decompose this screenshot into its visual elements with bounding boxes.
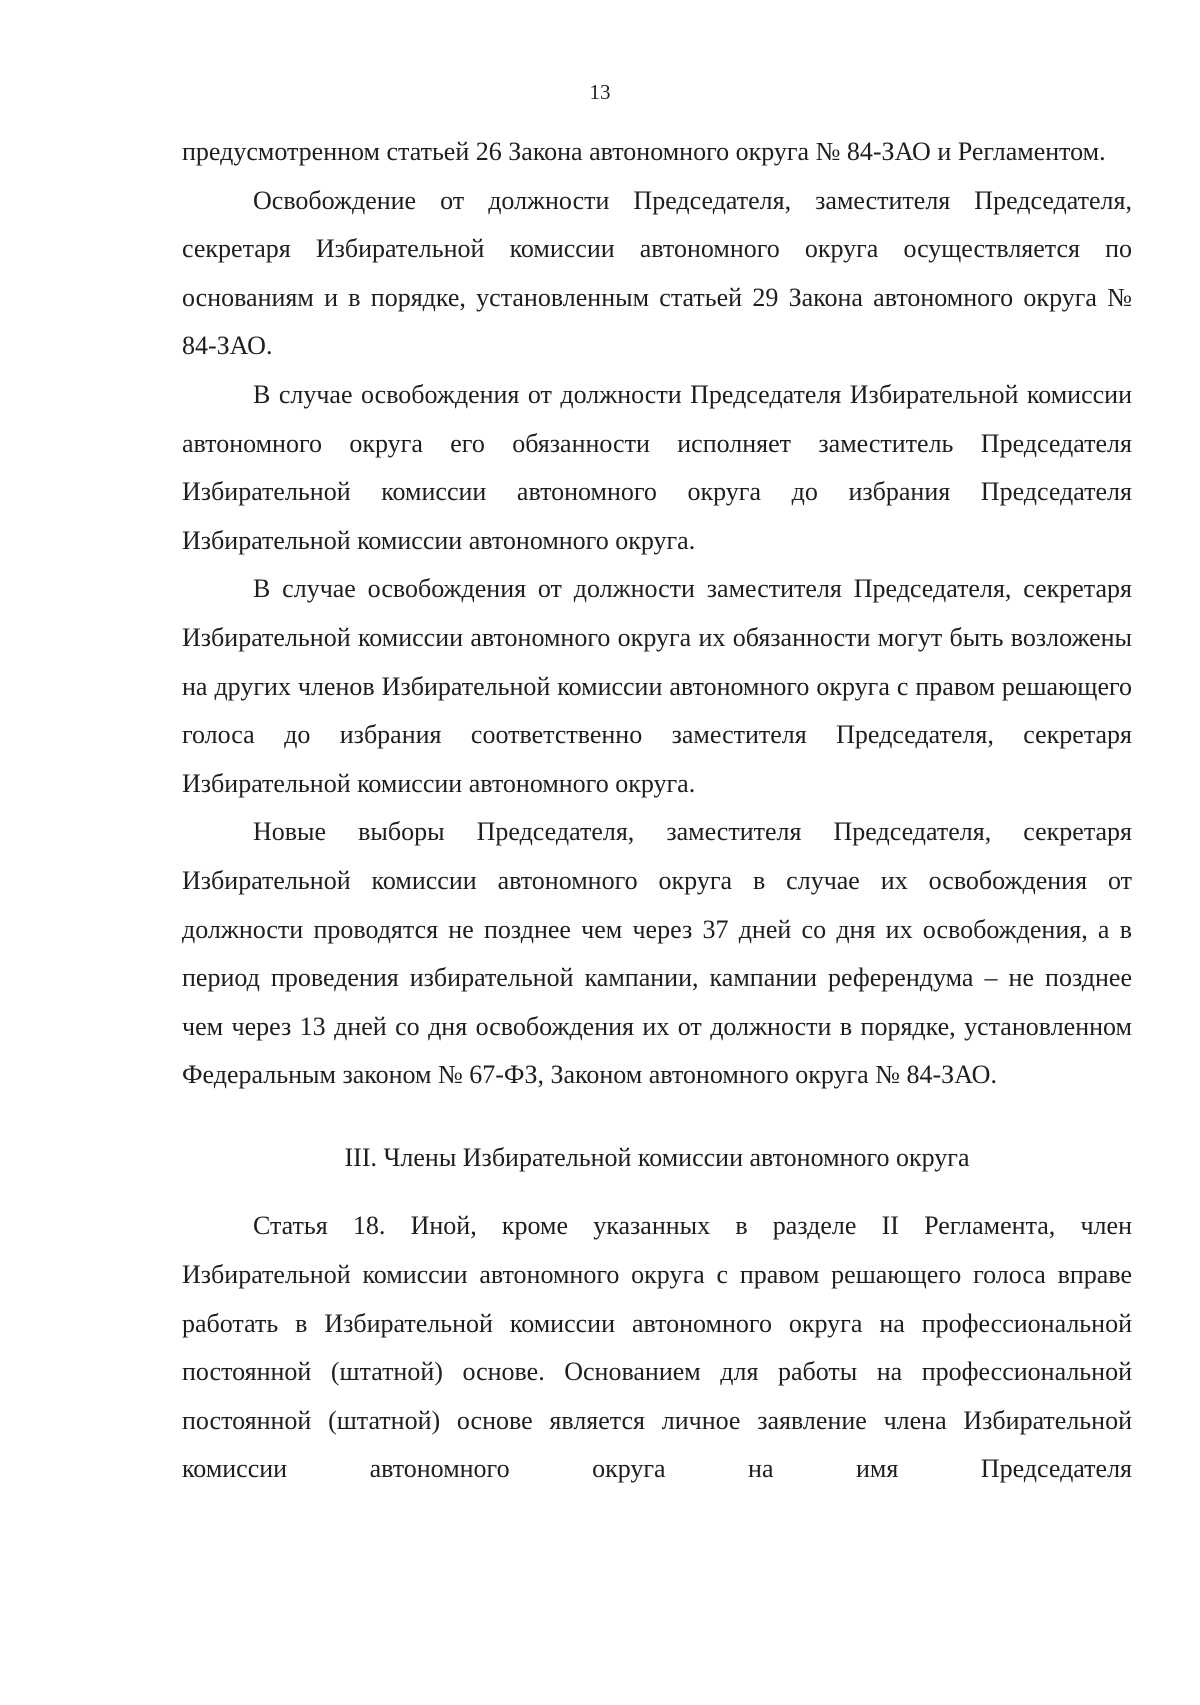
paragraph-deputy-dismissal: В случае освобождения от должности заместителя Председателя, секретаря Избирательной комиссии автономного округа их обязанности могут быть возложены на других членов Избирательной комиссии автономного округа с правом решающего голоса до избрания соответственно заместителя Председателя, секретаря Избирательной комиссии автономного округа. — [182, 574, 1132, 798]
paragraph-dismissal-grounds: Освобождение от должности Председателя, заместителя Председателя, секретаря Избирательной комиссии автономного округа осуществляется по основаниям и в порядке, установленным статьей 29 Закона автономного округа № 84-ЗАО. — [182, 185, 1132, 361]
document-body — [182, 128, 1132, 1494]
page-number: 13 — [589, 80, 611, 104]
paragraph-article-18: Статья 18. Иной, кроме указанных в разделе II Регламента, член Избирательной комиссии автономного округа с правом решающего голоса вправе работать в Избирательной комиссии автономного округа на профессиональной постоянной (штатной) основе. Основанием для работы на профессиональной постоянной (штатной) основе является личное заявление члена Избирательной комиссии автономного округа на имя Председателя — [182, 1211, 1132, 1484]
paragraph-chairman-dismissal: В случае освобождения от должности Председателя Избирательной комиссии автономного округа его обязанности исполняет заместитель Председателя Избирательной комиссии автономного округа до избрания Председателя Избирательной комиссии автономного округа. — [182, 379, 1132, 555]
section-heading: III. Члены Избирательной комиссии автономного округа — [344, 1142, 970, 1172]
paragraph-new-elections: Новые выборы Председателя, заместителя Председателя, секретаря Избирательной комиссии автономного округа в случае их освобождения от должности проводятся не позднее чем через 37 дней со дня их освобождения, а в период проведения избирательной кампании, кампании референдума – не позднее чем через 13 дней со дня освобождения их от должности в порядке, установленном Федеральным законом № 67-ФЗ, Законом автономного округа № 84-ЗАО. — [182, 817, 1132, 1090]
paragraph-continuation: предусмотренном статьей 26 Закона автономного округа № 84-ЗАО и Регламентом. — [182, 137, 1106, 166]
